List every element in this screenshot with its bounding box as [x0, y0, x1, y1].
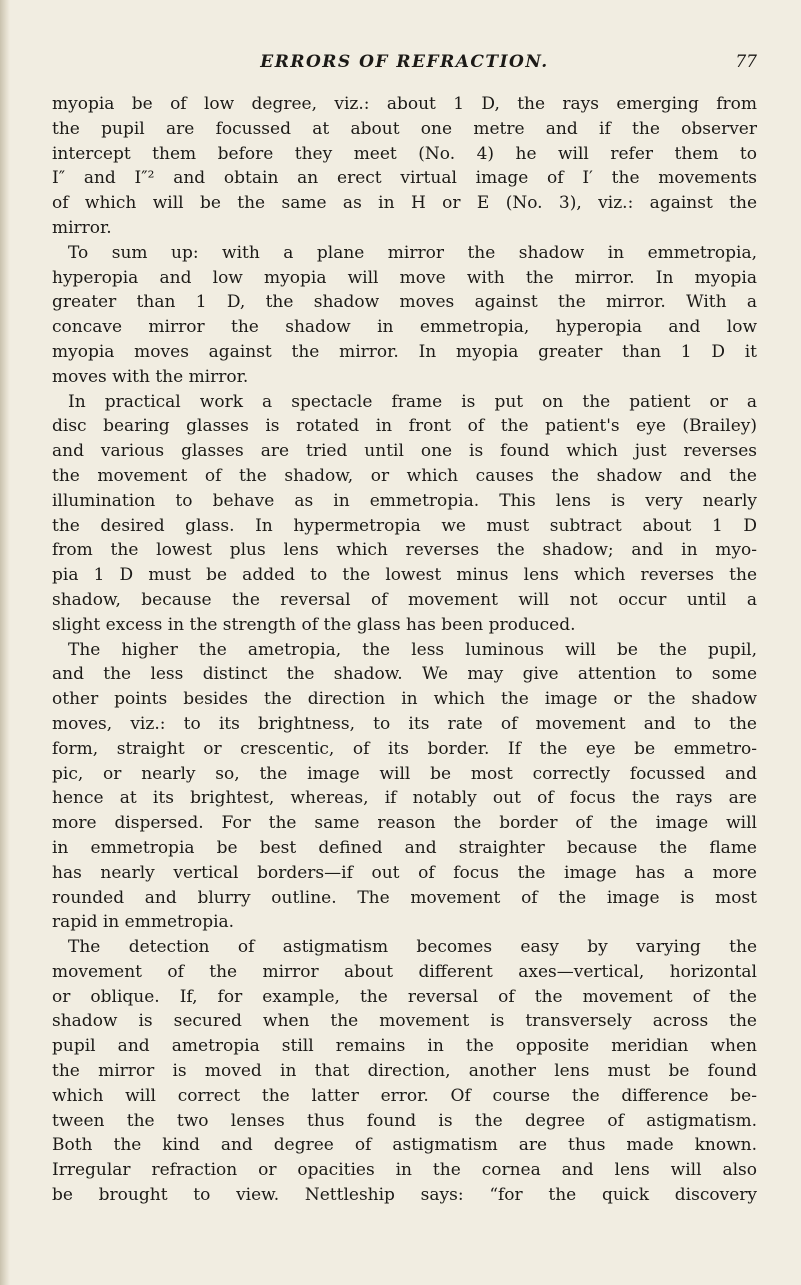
- text-line: In practical work a spectacle frame is put on the patient or a: [68, 391, 757, 412]
- text-line: the movement of the shadow, or which causes the shadow and the: [52, 465, 757, 486]
- text-line: and the less distinct the shadow. We may give attention to some: [52, 664, 757, 685]
- text-line: hyperopia and low myopia will move with the mirror. In myopia: [52, 267, 757, 288]
- text-line: in emmetropia be best defined and straighter because the flame: [52, 837, 757, 858]
- text-line: To sum up: with a plane mirror the shadow in emmetropia,: [68, 242, 757, 263]
- text-line: pic, or nearly so, the image will be most correctly focussed and: [52, 763, 757, 784]
- text-line: or oblique. If, for example, the reversal of the movement of the: [52, 986, 757, 1007]
- text-line: mirror.: [52, 217, 112, 238]
- text-line: disc bearing glasses is rotated in front of the patient's eye (Brailey): [52, 416, 757, 437]
- text-line: concave mirror the shadow in emmetropia, hyperopia and low: [52, 317, 757, 338]
- text-line: movement of the mirror about different axes—vertical, horizontal: [52, 961, 757, 982]
- text-line: moves with the mirror.: [52, 366, 249, 387]
- text-line: hence at its brightest, whereas, if notably out of focus the rays are: [52, 788, 757, 809]
- text-line: the pupil are focussed at about one metre and if the observer: [52, 118, 757, 139]
- text-line: moves, viz.: to its brightness, to its rate of movement and to the: [52, 713, 757, 734]
- text-line: greater than 1 D, the shadow moves against the mirror. With a: [52, 292, 757, 313]
- text-line: rounded and blurry outline. The movement of the image is most: [52, 887, 757, 908]
- text-line: The detection of astigmatism becomes easy by varying the: [68, 937, 757, 958]
- text-line: rapid in emmetropia.: [52, 912, 235, 933]
- text-line: myopia be of low degree, viz.: about 1 D, the rays emerging from: [52, 94, 757, 114]
- page-gutter-shadow: [0, 0, 10, 1285]
- text-line: tween the two lenses thus found is the degree of astigmatism.: [52, 1110, 757, 1131]
- text-line: which will correct the latter error. Of course the difference be-: [52, 1085, 757, 1106]
- text-line: shadow is secured when the movement is transversely across the: [52, 1011, 757, 1032]
- text-line: The higher the ametropia, the less luminous will be the pupil,: [68, 639, 757, 660]
- text-line: slight excess in the strength of the glass has been produced.: [52, 614, 576, 635]
- text-line: has nearly vertical borders—if out of focus the image has a more: [52, 862, 757, 883]
- text-line: more dispersed. For the same reason the border of the image will: [52, 813, 757, 834]
- text-line: be brought to view. Nettleship says: “for the quick discovery: [52, 1185, 757, 1206]
- text-line: shadow, because the reversal of movement will not occur until a: [52, 589, 757, 610]
- text-line: other points besides the direction in which the image or the shadow: [52, 689, 757, 710]
- page-header: [52, 52, 757, 78]
- text-line: and various glasses are tried until one is found which just reverses: [52, 441, 757, 462]
- body-text: [52, 92, 757, 1208]
- text-line: I″ and I″² and obtain an erect virtual image of I′ the movements: [52, 168, 757, 189]
- text-line: from the lowest plus lens which reverses the shadow; and in myo-: [52, 540, 757, 561]
- text-line: the mirror is moved in that direction, another lens must be found: [52, 1061, 757, 1082]
- text-line: intercept them before they meet (No. 4) he will refer them to: [52, 143, 757, 164]
- text-line: the desired glass. In hypermetropia we must subtract about 1 D: [52, 515, 757, 536]
- text-line: illumination to behave as in emmetropia. This lens is very nearly: [52, 490, 757, 511]
- text-line: form, straight or crescentic, of its border. If the eye be emmetro-: [52, 738, 757, 759]
- text-line: pia 1 D must be added to the lowest minus lens which reverses the: [52, 565, 757, 586]
- text-line: Irregular refraction or opacities in the cornea and lens will also: [52, 1160, 757, 1181]
- page-number: 77: [735, 52, 757, 72]
- text-line: Both the kind and degree of astigmatism are thus made known.: [52, 1135, 757, 1156]
- text-line: myopia moves against the mirror. In myopia greater than 1 D it: [52, 341, 757, 362]
- text-line: pupil and ametropia still remains in the opposite meridian when: [52, 1036, 757, 1057]
- text-line: of which will be the same as in H or E (No. 3), viz.: against the: [52, 193, 757, 214]
- running-title: ERRORS OF REFRACTION.: [260, 52, 549, 72]
